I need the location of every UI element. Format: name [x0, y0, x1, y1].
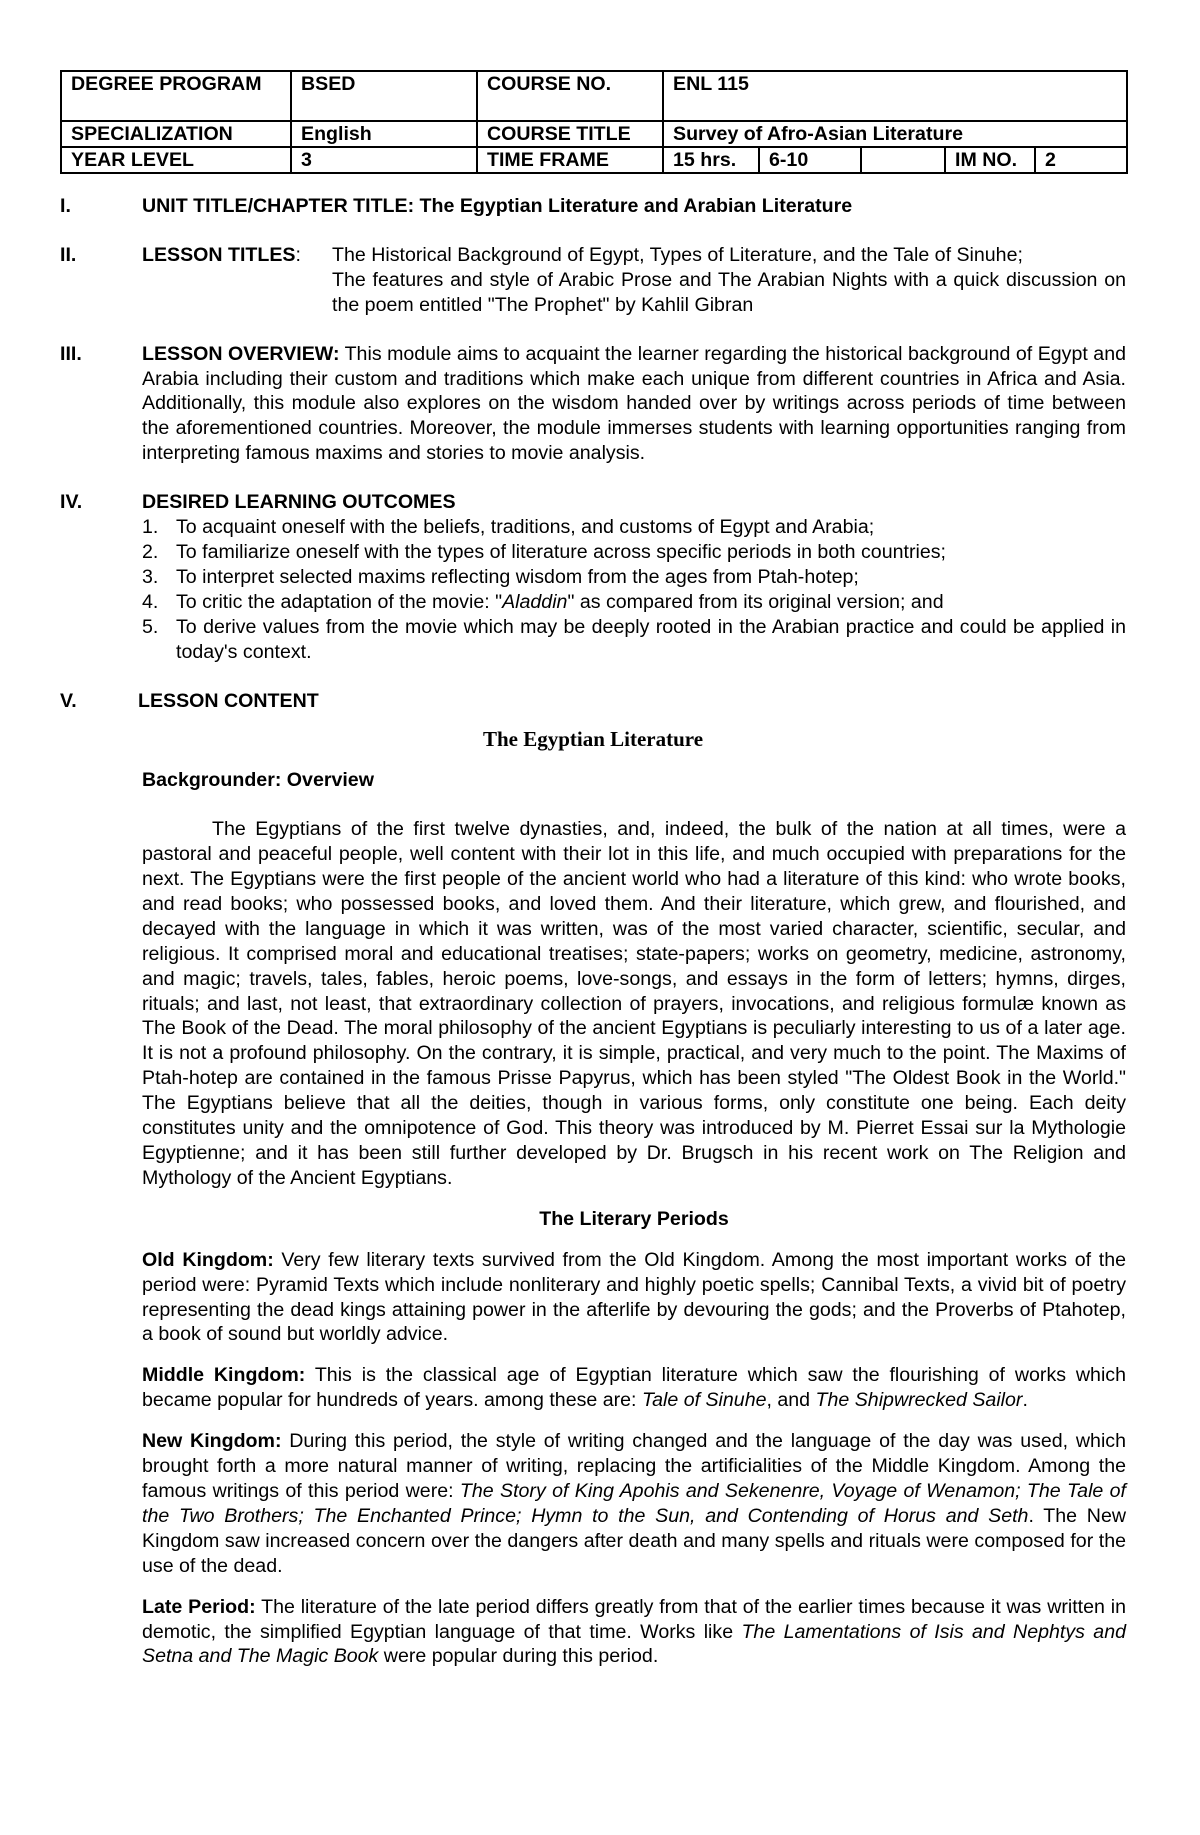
section-lesson-titles	[60, 243, 1126, 318]
course-title-label: COURSE TITLE	[477, 121, 663, 147]
course-info-table	[60, 70, 1128, 174]
middle-kingdom-paragraph: Middle Kingdom: This is the classical age of Egyptian literature which saw the flourishing of works which became popular for hundreds of years. among these are: Tale of Sinuhe, and The Shipwrecked Sailor.	[142, 1364, 1126, 1412]
outcomes-body	[142, 490, 1126, 664]
content-main-title: The Egyptian Literature	[482, 727, 704, 752]
course-no-label: COURSE NO.	[477, 71, 663, 121]
time-frame-value: 15 hrs.	[663, 147, 759, 173]
blank-cell	[861, 147, 945, 173]
year-level-label: YEAR LEVEL	[61, 147, 291, 173]
lesson-titles-body	[142, 243, 1126, 318]
overview-text: This module aims to acquaint the learner regarding the historical background of Egypt and Arabia including their custom and traditions which make each unique from different countries in Africa and Asia. Additionally, this module also explores on the wisdom handed over by writings across periods of time between the aforementioned countries. Moreover, the module immerses students with learning opportunities ranging from interpreting famous maxims and stories to movie analysis.	[142, 342, 1126, 465]
overview-label: LESSON OVERVIEW:	[142, 342, 340, 365]
lesson-title-1: The Historical Background of Egypt, Types of Literature, and the Tale of Sinuhe;	[332, 243, 1023, 266]
section-numeral: II.	[60, 243, 77, 266]
list-item: 5. To derive values from the movie which may be deeply rooted in the Arabian practice and could be applied in today's context.	[142, 615, 1126, 663]
course-no-value: ENL 115	[663, 71, 1127, 121]
time-frame-label: TIME FRAME	[477, 147, 663, 173]
lesson-titles-label: LESSON TITLES:	[142, 243, 301, 266]
year-level-value: 3	[291, 147, 477, 173]
im-no-value: 2	[1035, 147, 1127, 173]
specialization-label: SPECIALIZATION	[61, 121, 291, 147]
table-row	[61, 121, 1127, 147]
old-kingdom-paragraph: Old Kingdom: Very few literary texts survived from the Old Kingdom. Among the most important works of the period were: Pyramid Texts which include nonliterary and highly poetic spells; Cannibal Texts, a vivid bit of poetry representing the dead kings attaining power in the afterlife by devouring the gods; and the Proverbs of Ptahotep, a book of sound but worldly advice.	[142, 1248, 1126, 1346]
periods-title: The Literary Periods	[539, 1207, 729, 1230]
week-value: 6-10	[759, 147, 861, 173]
late-period-paragraph: Late Period: The literature of the late period differs greatly from that of the earlier times because it was written in demotic, the simplified Egyptian language of that time. Works like The Lamentations of Isis and Nephtys and Setna and The Magic Book were popular during this period.	[142, 1595, 1126, 1668]
section-numeral: V.	[60, 689, 77, 712]
unit-title: UNIT TITLE/CHAPTER TITLE: The Egyptian Literature and Arabian Literature	[142, 195, 853, 217]
table-row	[61, 147, 1127, 173]
degree-program-label: DEGREE PROGRAM	[61, 71, 291, 121]
table-row	[61, 71, 1127, 121]
list-item: 2. To familiarize oneself with the types of literature across specific periods in both countries;	[142, 540, 946, 563]
section-content	[60, 689, 1126, 714]
outcomes-list	[142, 515, 1126, 664]
backgrounder-text: The Egyptians of the first twelve dynasties, and, indeed, the bulk of the nation at all times, were a pastoral and peaceful people, well content with their lot in this life, and much occupied with preparations for the next. The Egyptians were the first people of the ancient world who had a literature of this kind: who wrote books, and read books; who possessed books, and loved them. And their literature, which grew, and flourished, and decayed with the language in which it was written, was of the most varied character, scientific, secular, and religious. It comprised moral and educational treatises; state-papers; works on geometry, medicine, astronomy, and magic; travels, tales, fables, heroic poems, love-songs, and essays in the form of letters; hymns, dirges, rituals; and last, not least, that extraordinary collection of prayers, invocations, and religious formulæ known as The Book of the Dead. The moral philosophy of the ancient Egyptians is peculiarly interesting to us of a later age. It is not a profound philosophy. On the contrary, it is simple, practical, and very much to the point. The Maxims of Ptah-hotep are contained in the famous Prisse Papyrus, which has been styled "The Oldest Book in the World." The Egyptians believe that all the deities, though in various forms, only constitute one being. Each deity constitutes unity and the omnipotence of God. This theory was introduced by M. Pierret Essai sur la Mythologie Egyptienne; and it has been still further developed by Dr. Brugsch in his recent work on The Religion and Mythology of the Ancient Egyptians.	[142, 818, 1126, 1189]
section-unit-title	[60, 194, 1126, 219]
im-no-label: IM NO.	[945, 147, 1035, 173]
lesson-title-2: The features and style of Arabic Prose and The Arabian Nights with a quick discussion on the poem entitled "The Prophet" by Kahlil Gibran	[332, 268, 1126, 316]
outcomes-label: DESIRED LEARNING OUTCOMES	[142, 491, 456, 514]
degree-program-value: BSED	[291, 71, 477, 121]
list-item: 1. To acquaint oneself with the beliefs, traditions, and customs of Egypt and Arabia;	[142, 516, 875, 539]
section-numeral: IV.	[60, 491, 83, 514]
document-page	[60, 70, 1126, 1669]
new-kingdom-paragraph: New Kingdom: During this period, the style of writing changed and the language of the day was used, which brought forth a more natural manner of writing, replacing the artificialities of the Middle Kingdom. Among the famous writings of this period were: The Story of King Apohis and Sekenenre, Voyage of Wenamon; The Tale of the Two Brothers; The Enchanted Prince; Hymn to the Sun, and Contending of Horus and Seth. The New Kingdom saw increased concern over the dangers after death and many spells and rituals were composed for the use of the dead.	[142, 1430, 1127, 1577]
overview-body	[142, 342, 1126, 467]
course-title-value: Survey of Afro-Asian Literature	[663, 121, 1127, 147]
list-item: 4. To critic the adaptation of the movie: "Aladdin" as compared from its original version; and	[142, 590, 944, 613]
specialization-value: English	[291, 121, 477, 147]
section-numeral: I.	[60, 195, 71, 217]
list-item: 3. To interpret selected maxims reflecting wisdom from the ages from Ptah-hotep;	[142, 565, 859, 588]
content-label: LESSON CONTENT	[138, 689, 319, 712]
section-overview	[60, 342, 1126, 467]
section-outcomes	[60, 490, 1126, 664]
backgrounder-title: Backgrounder: Overview	[142, 769, 374, 792]
section-numeral: III.	[60, 342, 82, 365]
